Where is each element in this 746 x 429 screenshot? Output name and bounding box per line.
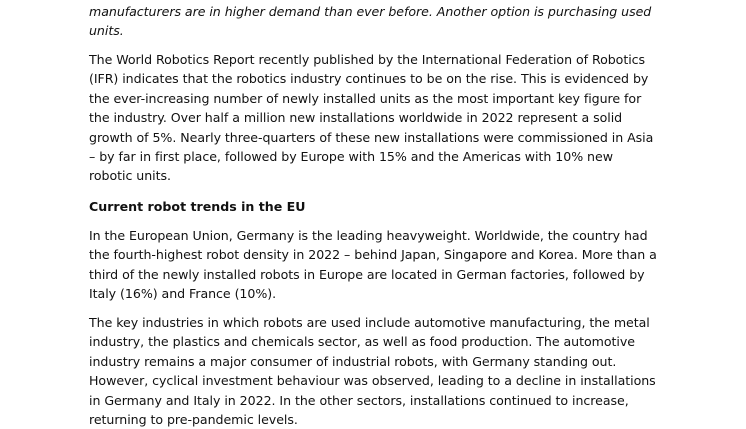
paragraph-germany: In the European Union, Germany is the leading heavyweight. Worldwide, the country had the fourth-highest robot density in 2022 – behind Japan, Singapore and Korea. More than a third of the newly installed robots in Europe are located in German factories, followed by Italy (16%) and France (10%).	[89, 228, 657, 302]
intro-tail-text: manufacturers are in higher demand than ever before. Another option is purchasing used units.	[89, 4, 652, 39]
section-heading-eu-trends: Current robot trends in the EU	[89, 199, 306, 214]
paragraph-key-industries: The key industries in which robots are used include automotive manufacturing, the metal industry, the plastics and chemicals sector, as well as food production. The automotive industry remains a major consumer of industrial robots, with Germany standing out. However, cyclical investment behaviour was observed, leading to a decline in installations in Germany and Italy in 2022. In the other sectors, installations continued to increase, returning to pre-pandemic levels.	[89, 315, 656, 428]
paragraph-world-robotics-report: The World Robotics Report recently published by the International Federation of Robotics (IFR) indicates that the robotics industry continues to be on the rise. This is evidenced by the ever-increasing number of newly installed units as the most important key figure for the industry. Over half a million new installations worldwide in 2022 represent a solid growth of 5%. Nearly three-quarters of these new installations were commissioned in Asia – by far in first place, followed by Europe with 15% and the Americas with 10% new robotic units.	[89, 52, 654, 184]
